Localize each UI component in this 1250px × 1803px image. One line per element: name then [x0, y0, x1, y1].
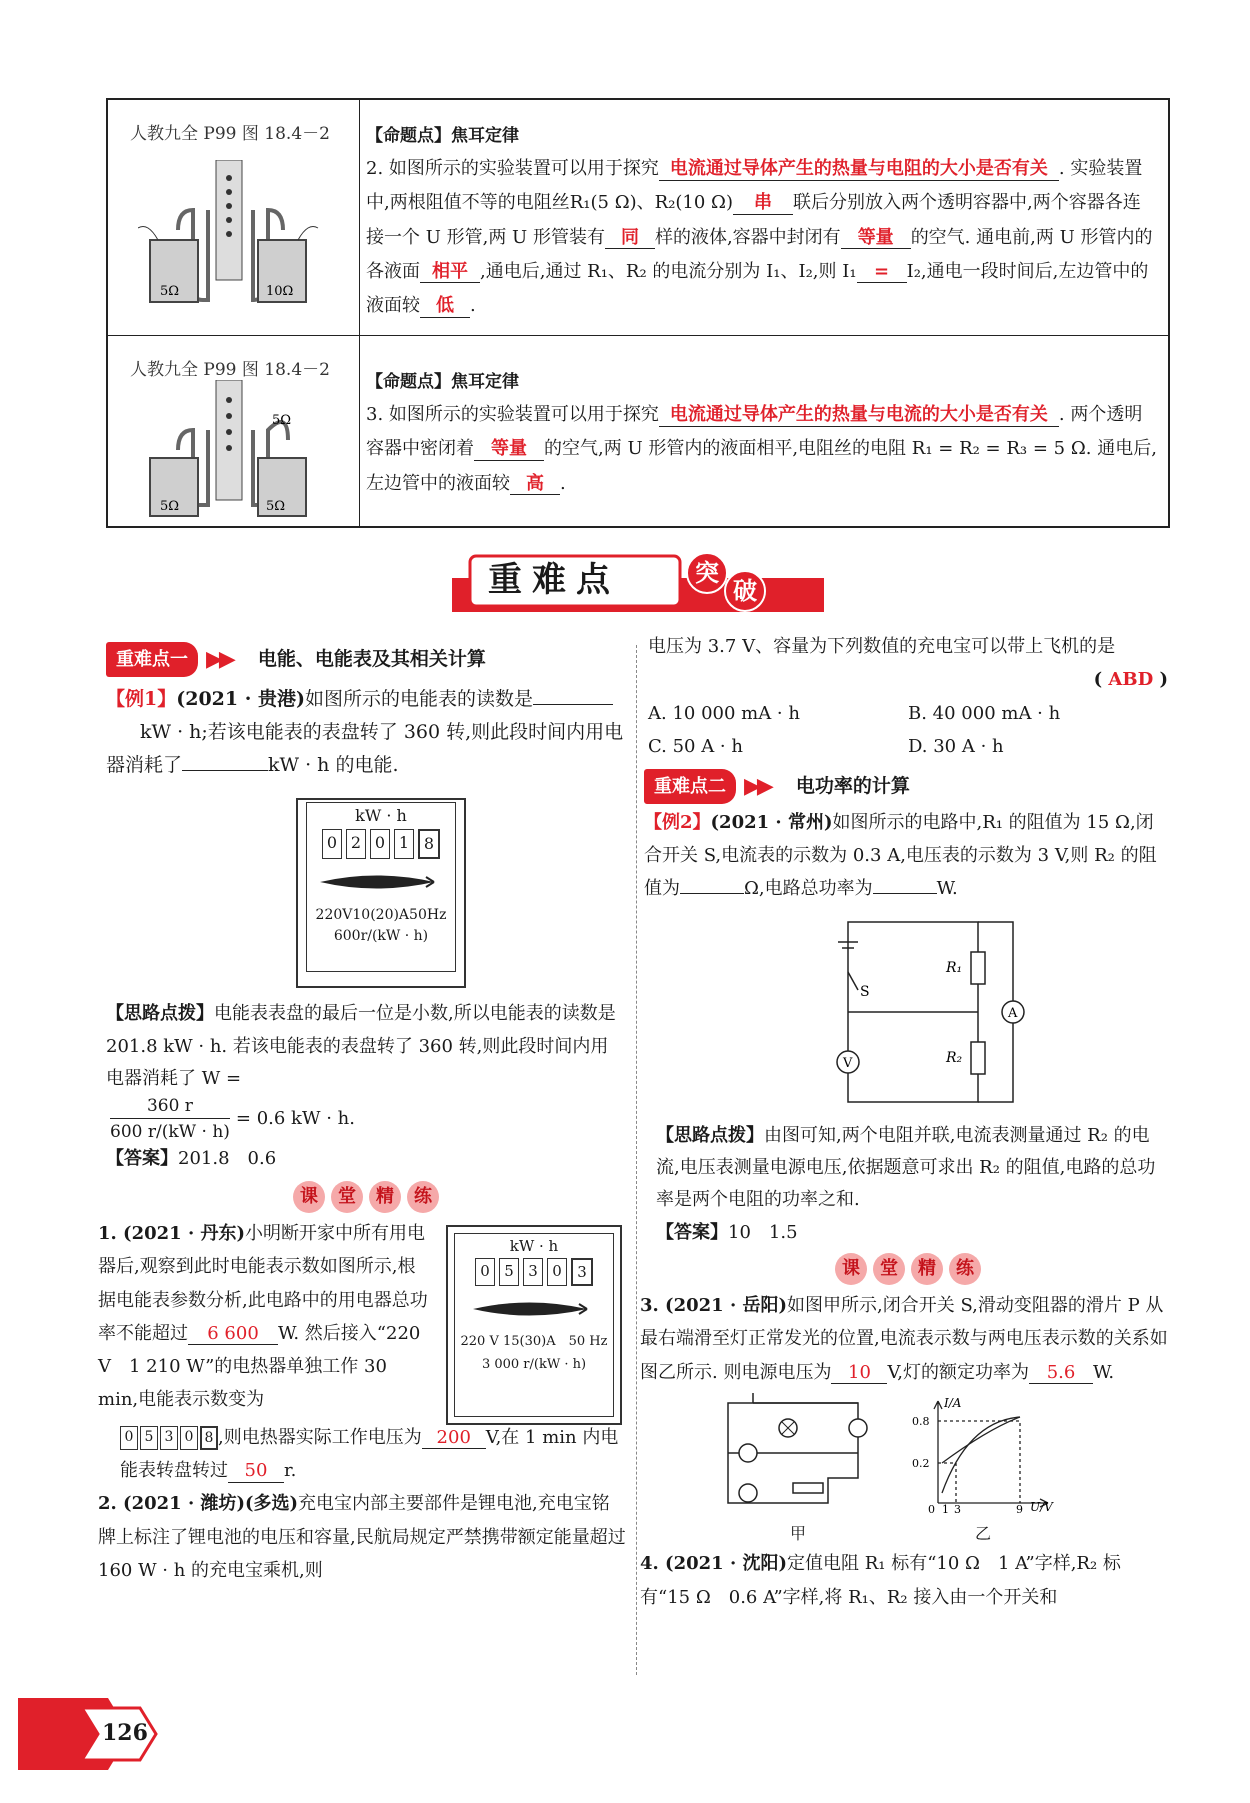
example-source: (2021 · 常州)	[710, 811, 833, 833]
q-text: . 两个透明容器中密闭着	[366, 404, 1143, 460]
column-divider	[636, 645, 637, 1675]
q-text: W.	[936, 878, 958, 900]
answer-blank: 50	[228, 1460, 284, 1483]
figure-cell	[108, 336, 360, 528]
y-tick: 0.2	[912, 1457, 930, 1471]
practice-char: 堂	[873, 1253, 905, 1285]
options	[648, 697, 1168, 764]
answer-label: 【答案】	[106, 1147, 178, 1169]
option: B. 40 000 mA · h	[908, 702, 1061, 724]
right-column	[640, 630, 1168, 1614]
option: A. 10 000 mA · h	[648, 702, 800, 724]
meter-spec: 600r/(kW · h)	[333, 927, 429, 944]
digit: 8	[200, 1426, 218, 1450]
page-number: 126	[102, 1720, 148, 1746]
rotor-disc-icon	[316, 869, 446, 895]
question-source: 2. (2021 · 潍坊)(多选)	[98, 1493, 299, 1515]
x-tick: 0	[928, 1503, 935, 1514]
q-text: 小明断开家中所有用电器后,观察到此时电能表示数如图所示,根据电能表参数分析,此电路中的用电器总功率不能超过	[98, 1223, 428, 1344]
x-tick: 3	[954, 1503, 961, 1514]
hint-text: 由图可知,两个电阻并联,电流表测量通过 R₂ 的电流,电压表测量电源电压,依据题意可求出 R₂ 的阻值,电路的总功率是两个电阻的功率之和.	[656, 1124, 1156, 1211]
resistor-label-left: 5Ω	[160, 284, 180, 299]
section-tag: 重难点二	[644, 769, 736, 805]
y-axis-label: I/A	[944, 1396, 962, 1411]
q-text: ,通电后,通过 R₁、R₂ 的电流分别为 I₁、I₂,则 I₁	[480, 260, 857, 282]
resistor-label: R₁	[946, 959, 963, 976]
circuit-diagram	[828, 912, 1028, 1112]
x-tick: 1	[942, 1503, 949, 1514]
table-row	[108, 336, 1168, 528]
section-banner	[452, 550, 824, 618]
x-axis-label: U/V	[1030, 1500, 1053, 1514]
digit: 5	[140, 1426, 158, 1450]
left-column	[98, 640, 626, 1587]
iu-graph	[908, 1393, 1058, 1513]
question-3	[640, 1289, 1168, 1389]
voltmeter-label: V	[843, 1055, 853, 1071]
answer-blank: 等量	[474, 438, 544, 461]
banner-title: 重难点	[488, 560, 620, 600]
figure-caption: 乙	[974, 1524, 991, 1544]
answer-blank: 高	[510, 473, 560, 496]
hint-label: 【思路点拨】	[656, 1124, 764, 1146]
energy-meter	[296, 798, 466, 988]
digit: 5	[499, 1258, 519, 1286]
q-text: W.	[1093, 1361, 1115, 1383]
practice-char: 精	[369, 1181, 401, 1213]
figure-source: 人教九全 P99 图 18.4－2	[130, 124, 330, 144]
answer-blank: 6 600	[188, 1323, 278, 1346]
section-title: 电功率的计算	[795, 774, 910, 797]
choice-answer: ABD	[1108, 669, 1154, 691]
q-text: 的空气,两 U 形管内的液面相平,电阻丝的电阻 R₁ = R₂ = R₃ = 5 Ω. 通电后,左边管中的液面较	[366, 438, 1157, 494]
practice-char: 练	[949, 1253, 981, 1285]
q-text: . 实验装置中,两根阻值不等的电阻丝	[366, 158, 1143, 214]
question-3	[366, 366, 1158, 501]
q-text: 样的液体,容器中封闭有	[654, 226, 841, 248]
digit: 1	[394, 829, 414, 859]
switch-label: S	[860, 983, 870, 1000]
banner-badge: 突	[686, 552, 728, 594]
rotor-disc-icon	[469, 1296, 599, 1322]
question-source: 4. (2021 · 沈阳)	[640, 1553, 787, 1575]
q-text: V,在 1 min 内电能表转盘转过	[120, 1426, 619, 1482]
example-source: (2021 · 贵港)	[176, 687, 305, 710]
figure-source: 人教九全 P99 图 18.4－2	[130, 360, 330, 380]
q-text: .	[470, 295, 476, 317]
example-label: 【例2】	[644, 811, 711, 833]
answer-blank: 同	[605, 227, 655, 250]
example-2	[644, 806, 1168, 906]
q3-figures	[708, 1393, 1168, 1543]
resistor-label-left: 5Ω	[160, 499, 180, 514]
q-text: kW · h;若该电能表的表盘转了 360 转,则此段时间内用电器消耗了	[106, 720, 624, 776]
answer-blank: 低	[420, 295, 470, 318]
u-tube-apparatus-figure	[138, 380, 328, 520]
figure-caption: 甲	[789, 1524, 806, 1544]
hint-text: 电能表表盘的最后一位是小数,所以电能表的读数是 201.8 kW · h. 若该电能表的表盘转了 360 转,则此段时间内用电器消耗了 W =	[106, 1003, 616, 1090]
circuit-diagram-jia	[708, 1393, 888, 1513]
meter-spec: 3 000 r/(kW · h)	[481, 1356, 587, 1372]
energy-meter	[446, 1225, 622, 1425]
practice-heading	[106, 1181, 626, 1213]
q-text: ,则电热器实际工作电压为	[218, 1426, 422, 1448]
digit: 3	[523, 1258, 543, 1286]
q-text: 3. 如图所示的实验装置可以用于探究	[366, 404, 659, 426]
u-tube-apparatus-figure	[138, 160, 328, 310]
practice-char: 练	[407, 1181, 439, 1213]
answer-text: 201.8 0.6	[178, 1147, 277, 1169]
banner-badge: 破	[724, 570, 766, 612]
q-text: Ω,电路总功率为	[744, 878, 873, 900]
q-text: 如图所示的电能表的读数是	[304, 687, 533, 710]
digit: 3	[160, 1426, 178, 1450]
q-text: 2. 如图所示的实验装置可以用于探究	[366, 158, 659, 180]
practice-char: 堂	[331, 1181, 363, 1213]
answer-blank: =	[857, 261, 907, 284]
ammeter-label: A	[1008, 1005, 1018, 1021]
answer-blank: 等量	[841, 227, 911, 250]
digit: 0	[547, 1258, 567, 1286]
q-text: kW · h 的电能.	[268, 754, 399, 776]
meter-spec: 220V10(20)A50Hz	[315, 906, 447, 923]
resistor-label-right: 10Ω	[266, 284, 294, 299]
section-tag: 重难点一	[106, 642, 198, 678]
q-text: 如图所示的电路中,R₁ 的阻值为 15 Ω,闭合开关 S,电流表的示数为 0.3 A,电压表的示数为 3 V,则 R₂ 的阻值为	[644, 811, 1157, 900]
q-text: 如图甲所示,闭合开关 S,滑动变阻器的滑片 P 从最右端滑至灯正常发光的位置,电流表示数与两电压表示数的关系如图乙所示. 则电源电压为	[640, 1295, 1168, 1383]
section-heading: 重难点一 ▶▶ 电能、电能表及其相关计算	[106, 640, 626, 679]
practice-char: 精	[911, 1253, 943, 1285]
digit: 0	[322, 829, 342, 859]
practice-char: 课	[293, 1181, 325, 1213]
q-text: R₁(5 Ω)、R₂(10 Ω)	[569, 192, 734, 214]
x-tick: 9	[1016, 1503, 1023, 1514]
answer-blank: 相平	[420, 261, 480, 284]
fraction-numerator: 360 r	[146, 1096, 193, 1117]
section-title: 电能、电能表及其相关计算	[257, 647, 486, 670]
question-source: 1. (2021 · 丹东)	[98, 1223, 245, 1244]
question-4	[640, 1547, 1168, 1614]
resistor-label: R₂	[946, 1049, 963, 1066]
q-text: r.	[284, 1460, 297, 1482]
figure-cell	[108, 100, 360, 335]
topic-tag: 【命题点】焦耳定律	[366, 126, 519, 146]
fraction	[110, 1095, 230, 1142]
meter-spec: 220 V 15(30)A 50 Hz	[460, 1334, 608, 1349]
answer-blank: 200	[422, 1427, 486, 1450]
resistor-label-top: 5Ω	[272, 413, 292, 428]
fraction-denominator: 600 r/(kW · h)	[110, 1118, 230, 1143]
q-text: 电压为 3.7 V、容量为下列数值的充电宝可以带上飞机的是	[648, 636, 1116, 657]
meter-digits	[307, 829, 455, 859]
table-row	[108, 100, 1168, 336]
meter-unit: kW · h	[355, 806, 407, 826]
hint-text: = 0.6 kW · h.	[235, 1107, 355, 1129]
digit: 3	[571, 1258, 593, 1286]
q-text: .	[560, 472, 566, 494]
y-tick: 0.8	[912, 1415, 930, 1429]
digit: 0	[475, 1258, 495, 1286]
question-2-continued: 电压为 3.7 V、容量为下列数值的充电宝可以带上飞机的是 ( ABD ) A. 10 000 mA · h B. 40 000 mA · h C. 50 A · h D. 30 A · h	[648, 630, 1168, 763]
hint-block	[656, 1120, 1168, 1250]
q-text: V,灯的额定功率为	[887, 1361, 1030, 1383]
option: D. 30 A · h	[908, 735, 1004, 757]
example-label: 【例1】	[106, 687, 177, 710]
digit: 0	[120, 1426, 138, 1450]
digit: 0	[370, 829, 390, 859]
hint-block	[106, 998, 626, 1175]
topic-tag: 【命题点】焦耳定律	[366, 372, 519, 392]
practice-heading	[648, 1253, 1168, 1285]
meter-unit: kW · h	[509, 1237, 559, 1255]
q-text: I₂,通电一段时间后,左边管中的液面较	[366, 260, 1149, 317]
q-text: 充电宝内部主要部件是锂电池,充电宝铭牌上标注了锂电池的电压和容量,民航局规定严禁携带额定能量超过 160 W · h 的充电宝乘机,则	[98, 1493, 626, 1581]
hint-label: 【思路点拨】	[106, 1003, 214, 1025]
practice-char: 课	[835, 1253, 867, 1285]
q-text: 联后分别放入两个透明容器中,两个容器各连接一个 U 形管,两 U 形管装有	[366, 192, 1141, 248]
experiment-table	[106, 98, 1170, 528]
answer-text: 10 1.5	[728, 1221, 798, 1243]
digit: 8	[418, 829, 440, 859]
q-text: 的空气. 通电前,两 U 形管内的各液面	[366, 226, 1153, 282]
question-source: 3. (2021 · 岳阳)	[640, 1295, 787, 1317]
meter-digits-after	[120, 1426, 218, 1450]
answer-blank: 5.6	[1029, 1362, 1093, 1385]
digit: 0	[180, 1426, 198, 1450]
page-number-badge	[18, 1698, 168, 1770]
answer-blank: 电流通过导体产生的热量与电阻的大小是否有关	[659, 158, 1059, 181]
answer-label: 【答案】	[656, 1221, 728, 1243]
q-text: W. 然后接入“220 V 1 210 W”的电热器单独工作 30 min,电能表示数变为	[98, 1322, 421, 1411]
q-text: 定值电阻 R₁ 标有“10 Ω 1 A”字样,R₂ 标有“15 Ω 0.6 A”字样,将 R₁、R₂ 接入由一个开关和	[640, 1553, 1121, 1608]
resistor-label-right: 5Ω	[266, 499, 286, 514]
section-heading: 重难点二 ▶▶ 电功率的计算	[644, 767, 1168, 806]
answer-blank: 10	[831, 1362, 887, 1385]
option: C. 50 A · h	[648, 735, 743, 757]
answer-blank: 电流通过导体产生的热量与电流的大小是否有关	[659, 404, 1059, 427]
question-1	[98, 1217, 626, 1587]
question-2	[366, 120, 1158, 323]
answer-blank: 串	[733, 192, 793, 215]
digit: 2	[346, 829, 366, 859]
